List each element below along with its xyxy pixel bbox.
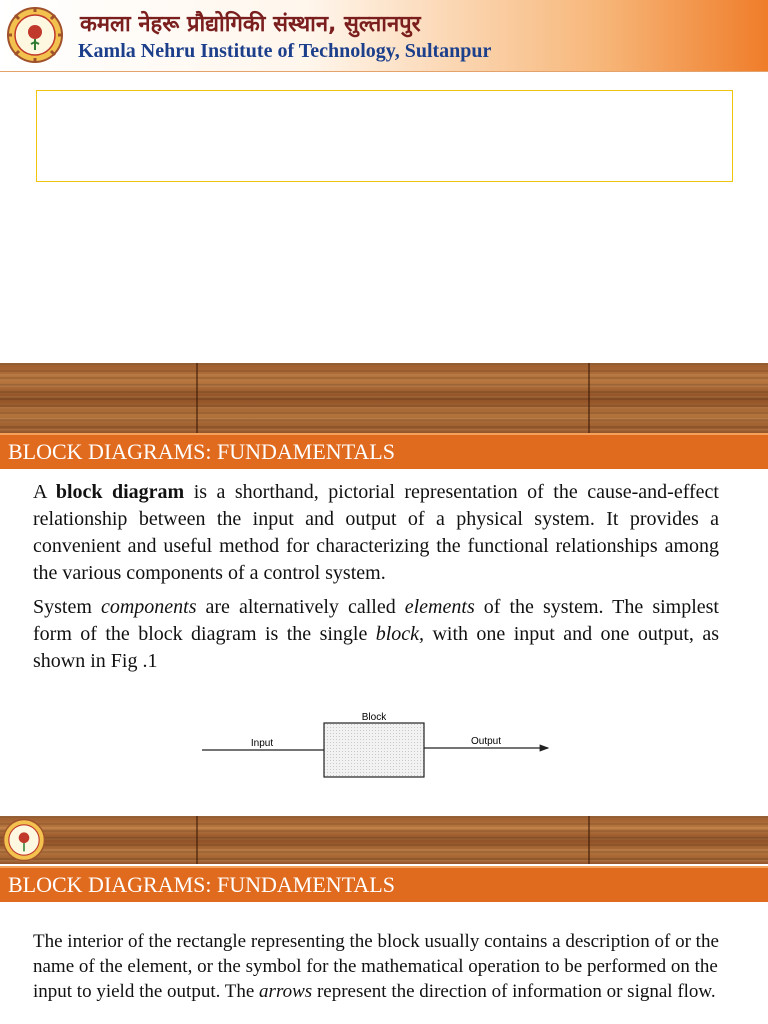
text-run: is a shorthand, pictorial representation of the cause-and-effect relationship between the input and output of a physical system. It provides a convenient and useful method for characterizing the functional relationships among the various components of a control system.	[33, 481, 719, 584]
wood-banner	[0, 363, 768, 433]
paragraph-block-interior	[33, 929, 733, 1004]
output-label: Output	[470, 736, 502, 747]
text-run: System	[33, 596, 101, 618]
text-run: of the system. The simplest form of the block diagram is the single	[33, 596, 719, 645]
institute-header	[0, 0, 768, 72]
italic-term: components	[100, 596, 197, 618]
slide-title-bar	[0, 433, 768, 469]
italic-term: arrows	[259, 981, 313, 1002]
text-run: The interior of the rectangle representing the block usually contains a description of or the name of the element, or the symbol for the mathematical operation to be performed on the input to yield the output. The	[33, 931, 719, 1002]
blank-text-box	[36, 90, 733, 182]
institute-logo-small-icon	[2, 818, 46, 862]
text-run: represent the direction of information or signal flow.	[312, 981, 716, 1002]
slide-title-bar	[0, 866, 768, 902]
wood-banner	[0, 816, 768, 864]
italic-term: block,	[375, 623, 425, 645]
bold-term: block diagram	[55, 481, 185, 503]
block-label: Block	[361, 712, 387, 723]
block-rect	[324, 723, 424, 777]
single-block-figure	[200, 708, 560, 778]
text-run: are alternatively called	[196, 596, 405, 618]
paragraph-components	[33, 594, 719, 675]
slide-title: BLOCK DIAGRAMS: FUNDAMENTALS	[8, 872, 395, 897]
italic-term: elements	[404, 596, 475, 618]
institute-name-hindi: कमला नेहरू प्रौद्योगिकी संस्थान, सुल्तानपुर	[80, 12, 421, 37]
text-run: with one input and one output, as shown in Fig .1	[33, 623, 719, 672]
text-run: A	[33, 481, 56, 503]
institute-logo-icon	[6, 6, 64, 64]
paragraph-block-diagram	[33, 479, 719, 587]
institute-name-english: Kamla Nehru Institute of Technology, Sultanpur	[78, 40, 492, 62]
slide-title: BLOCK DIAGRAMS: FUNDAMENTALS	[8, 439, 395, 464]
input-label: Input	[250, 738, 274, 749]
